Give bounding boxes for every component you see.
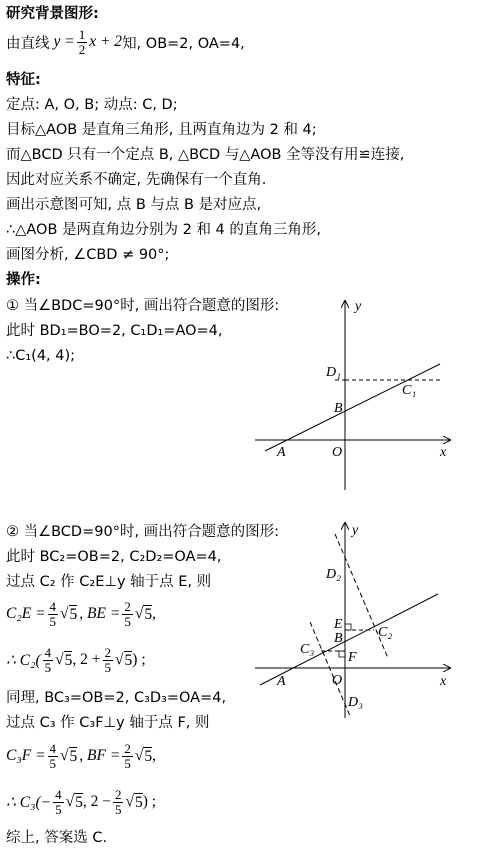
case2-line: 此时 BC₂=OB=2, C₂D₂=OA=4,	[6, 549, 222, 565]
fraction-2-5	[103, 646, 114, 675]
sqrt-5: √ 5	[125, 792, 143, 811]
case2-line: ② 当∠BCD=90°时, 画出符合题意的图形:	[6, 524, 280, 540]
dashed-c3d3	[310, 622, 350, 716]
label-x: x	[440, 674, 447, 689]
c3f-label: C₃F =	[6, 747, 46, 764]
fraction-half	[77, 28, 88, 57]
c2-coord-mid: , 2 +	[72, 651, 101, 668]
fraction-2-5	[122, 600, 133, 629]
radicand: 5	[75, 793, 83, 811]
right-angle-e	[345, 624, 351, 630]
case3-line: 过点 C₃ 作 C₃F⊥y 轴于点 F, 则	[6, 715, 210, 731]
fraction-den: 5	[49, 613, 57, 629]
case3-line: 同理, BC₃=OB=2, C₃D₃=OA=4,	[6, 690, 227, 706]
fraction-num: 2	[124, 598, 131, 614]
fraction-2-5	[113, 788, 124, 817]
label-x: x	[440, 445, 447, 460]
feature-line: ∴△AOB 是两直角边分别为 2 和 4 的直角三角形,	[6, 222, 322, 238]
fraction-den: 5	[124, 755, 131, 771]
case1-line: 此时 BD₁=BO=2, C₁D₁=AO=4,	[6, 323, 223, 339]
feature-line: 定点: A, O, B; 动点: C, D;	[6, 97, 178, 113]
radicand: 5	[64, 651, 73, 669]
c2-coord-prefix: ∴ C₂(	[6, 651, 41, 669]
fraction-4-5	[48, 600, 59, 629]
sqrt-5: √ 5	[134, 746, 153, 765]
fraction-den: 5	[55, 801, 62, 817]
fraction-den: 5	[114, 801, 122, 817]
radicand: 5	[124, 651, 133, 669]
label-a: A	[277, 445, 286, 460]
fraction-num: 4	[44, 644, 52, 660]
label-c2: C₂	[378, 625, 393, 640]
sqrt-5: √ 5	[65, 792, 83, 811]
sqrt-5: √ 5	[60, 746, 78, 765]
feature-line: 画出示意图可知, 点 B 与点 B 是对应点,	[6, 197, 262, 213]
fraction-num: 1	[78, 26, 86, 42]
equation-prefix: 由直线	[6, 35, 50, 52]
radicand: 5	[69, 747, 78, 765]
label-d2: D₂	[326, 567, 341, 582]
fraction-4-5	[48, 742, 59, 771]
label-c3: C₃	[300, 642, 315, 657]
equation-y: y =	[53, 33, 75, 50]
label-f: F	[348, 650, 357, 665]
radicand: 5	[135, 793, 143, 811]
fraction-den: 5	[124, 613, 131, 629]
c2e-line: C₂E = $\frac{4}{5}$ √ 5 , BE = $\frac{2}{5}$ √ 5 ,	[6, 598, 156, 629]
label-b: B	[334, 401, 343, 416]
sqrt-5: √ 5	[55, 650, 73, 669]
c2e-label: C₂E =	[6, 605, 46, 622]
fraction-den: 5	[49, 755, 57, 771]
fraction-den: 5	[104, 659, 112, 675]
fraction-num: 2	[104, 644, 112, 660]
sqrt-5: √ 5	[60, 604, 78, 623]
c3-coord-line	[6, 784, 156, 820]
label-c1: C₁	[402, 383, 417, 398]
c3f-line: C₃F = $\frac{4}{5}$ √ 5 , BF = $\frac{2}{5}$ √ 5 ,	[6, 740, 156, 771]
radicand: 5	[69, 605, 78, 623]
fraction-num: 4	[49, 740, 57, 756]
bf-label: , BF =	[79, 747, 121, 764]
c2-coord-suffix: ) ;	[132, 651, 146, 668]
radicand: 5	[144, 747, 153, 765]
fraction-num: 2	[114, 786, 122, 802]
research-heading: 研究背景图形:	[6, 6, 99, 22]
line-ab	[265, 364, 440, 451]
sqrt-5: √ 5	[134, 604, 153, 623]
c3-coord-prefix: ∴ C₃(−	[6, 793, 52, 811]
c3-coord-mid: , 2 −	[82, 793, 111, 810]
sqrt-5: √ 5	[115, 650, 133, 669]
operation-heading: 操作:	[6, 272, 41, 288]
label-b: B	[334, 631, 343, 646]
case1-line: ∴C₁(4, 4);	[6, 348, 76, 364]
label-o: O	[332, 673, 343, 688]
equation-suffix: 知, OB=2, OA=4,	[122, 35, 245, 52]
equation-rest: x + 2	[89, 33, 123, 50]
fraction-num: 4	[49, 598, 57, 614]
fraction-den: 2	[78, 41, 86, 57]
right-angle-f	[339, 651, 345, 657]
fraction-2-5	[122, 742, 133, 771]
conclusion-line: 综上, 答案选 C.	[6, 830, 108, 846]
be-label: , BE =	[79, 605, 121, 622]
figure-2	[250, 520, 455, 720]
fraction-num: 2	[124, 740, 131, 756]
fraction-den: 5	[44, 659, 52, 675]
label-d3: D₃	[348, 695, 363, 710]
fraction-4-5	[53, 788, 64, 817]
feature-line: 而△BCD 只有一个定点 B, △BCD 与△AOB 全等没有用≌连接,	[6, 147, 405, 163]
label-a: A	[277, 674, 286, 689]
label-y: y	[352, 523, 359, 538]
c3-coord-suffix: ) ;	[142, 793, 157, 810]
case2-line: 过点 C₂ 作 C₂E⊥y 轴于点 E, 则	[6, 574, 212, 590]
feature-line: 目标△AOB 是直角三角形, 且两直角边为 2 和 4;	[6, 122, 317, 138]
feature-line: 画图分析, ∠CBD ≠ 90°;	[6, 247, 170, 263]
feature-line: 因此对应关系不确定, 先确保有一个直角.	[6, 172, 267, 188]
c2-coord-line	[6, 642, 146, 678]
case1-line: ① 当∠BDC=90°时, 画出符合题意的图形:	[6, 298, 280, 314]
equation-line	[6, 24, 245, 60]
label-o: O	[332, 445, 343, 460]
label-e: E	[334, 617, 343, 632]
fraction-4-5	[43, 646, 54, 675]
radicand: 5	[144, 605, 153, 623]
line-ab	[260, 594, 438, 685]
fraction-num: 4	[55, 786, 62, 802]
features-heading: 特征:	[6, 72, 41, 88]
label-d1: D₁	[326, 365, 341, 380]
label-y: y	[355, 299, 362, 314]
figure-1	[250, 296, 450, 496]
